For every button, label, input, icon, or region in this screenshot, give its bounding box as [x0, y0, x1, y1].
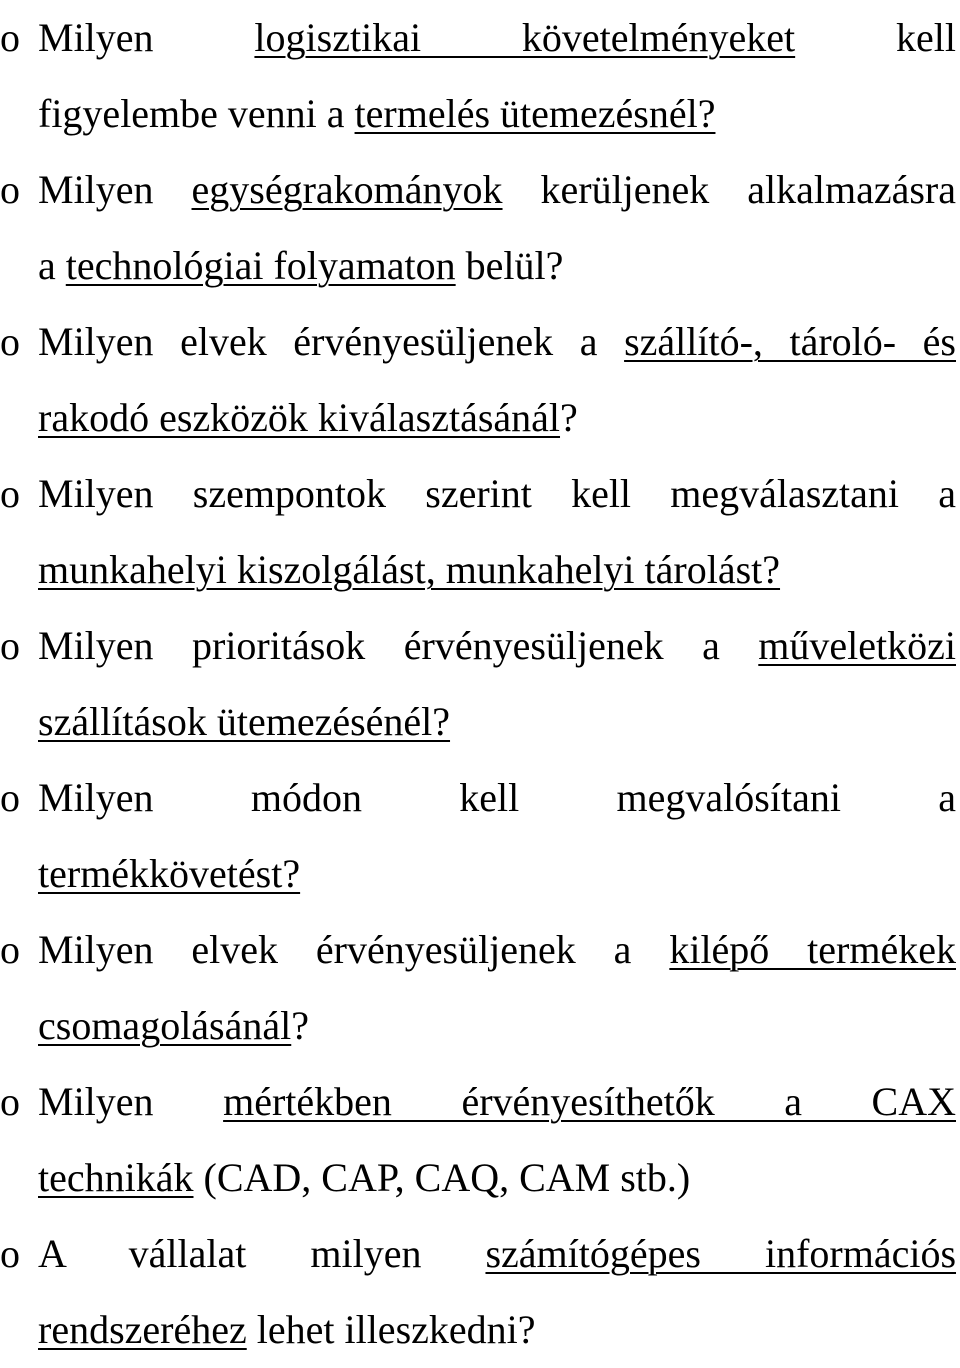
question-line-second — [38, 684, 956, 760]
text-segment: (CAD, CAP, CAQ, CAM stb.) — [193, 1155, 691, 1200]
underlined-term: számítógépes információs — [485, 1231, 957, 1276]
text-segment: Milyen szempontok szerint kell megválasztani a — [38, 471, 956, 516]
underlined-term: műveletközi — [758, 623, 956, 668]
underlined-term: csomagolásánál — [38, 1003, 292, 1048]
underlined-term: egységrakományok — [191, 167, 503, 212]
underlined-term: szállító-, tároló- és — [624, 319, 956, 364]
text-segment: figyelembe venni a — [38, 91, 355, 136]
question-line-second — [38, 380, 956, 456]
text-segment: Milyen prioritások érvényesüljenek a — [38, 623, 759, 668]
question-line-first — [38, 912, 956, 988]
underlined-term: munkahelyi kiszolgálást, munkahelyi tárolást? — [38, 547, 781, 592]
text-segment: a — [38, 243, 66, 288]
underlined-term: technológiai folyamaton — [65, 243, 456, 288]
question-line-second — [38, 532, 956, 608]
question-line-second — [38, 76, 956, 152]
text-segment: Milyen elvek érvényesüljenek a — [38, 927, 670, 972]
list-item — [0, 608, 960, 760]
question-line-first — [38, 152, 956, 228]
bullet-marker: o — [0, 1079, 20, 1124]
bullet-marker: o — [0, 623, 20, 668]
underlined-term: logisztikai követelményeket — [254, 15, 796, 60]
text-segment: ? — [291, 1003, 310, 1048]
underlined-term: rakodó eszközök kiválasztásánál — [38, 395, 561, 440]
list-item — [0, 152, 960, 304]
text-segment: Milyen — [38, 1079, 224, 1124]
question-line-second — [38, 836, 956, 912]
question-line-second — [38, 1140, 956, 1216]
text-segment: ? — [560, 395, 578, 440]
underlined-term: technikák — [38, 1155, 194, 1200]
question-text — [38, 152, 956, 304]
list-item — [0, 0, 960, 152]
question-text — [38, 912, 956, 1064]
underlined-term: rendszeréhez — [38, 1307, 247, 1352]
bullet-marker: o — [0, 775, 20, 820]
text-segment: A vállalat milyen — [38, 1231, 486, 1276]
bullet-marker: o — [0, 15, 20, 60]
underlined-term: mértékben érvényesíthetők a CAX — [223, 1079, 956, 1124]
text-segment: Milyen — [38, 15, 255, 60]
text-segment: lehet illeszkedni? — [246, 1307, 536, 1352]
question-text — [38, 456, 956, 608]
text-segment: Milyen elvek érvényesüljenek a — [38, 319, 625, 364]
bullet-marker: o — [0, 927, 20, 972]
question-line-second — [38, 988, 956, 1064]
question-line-second — [38, 228, 956, 304]
list-item — [0, 304, 960, 456]
underlined-term: termékkövetést? — [38, 851, 301, 896]
question-text — [38, 0, 956, 152]
question-text — [38, 760, 956, 912]
question-line-first — [38, 0, 956, 76]
bullet-marker: o — [0, 319, 20, 364]
text-segment: Milyen — [38, 167, 192, 212]
question-line-first — [38, 304, 956, 380]
question-line-first — [38, 760, 956, 836]
question-line-second — [38, 1292, 956, 1368]
text-segment: kell — [795, 15, 957, 60]
question-line-first — [38, 1064, 956, 1140]
list-item — [0, 912, 960, 1064]
text-segment: kerüljenek alkalmazásra — [502, 167, 957, 212]
question-line-first — [38, 1216, 956, 1292]
question-text — [38, 1216, 956, 1368]
question-text — [38, 1064, 956, 1216]
list-item — [0, 1064, 960, 1216]
list-item — [0, 456, 960, 608]
list-item — [0, 1216, 960, 1368]
bullet-marker: o — [0, 167, 20, 212]
underlined-term: termelés ütemezésnél? — [354, 91, 716, 136]
underlined-term: szállítások ütemezésénél? — [38, 699, 451, 744]
underlined-term: kilépő termékek — [669, 927, 956, 972]
question-line-first — [38, 608, 956, 684]
question-text — [38, 304, 956, 456]
text-segment: belül? — [455, 243, 564, 288]
question-line-first — [38, 456, 956, 532]
question-text — [38, 608, 956, 760]
text-segment: Milyen módon kell megvalósítani a — [38, 775, 956, 820]
bullet-marker: o — [0, 471, 20, 516]
list-item — [0, 760, 960, 912]
bullet-marker: o — [0, 1231, 20, 1276]
